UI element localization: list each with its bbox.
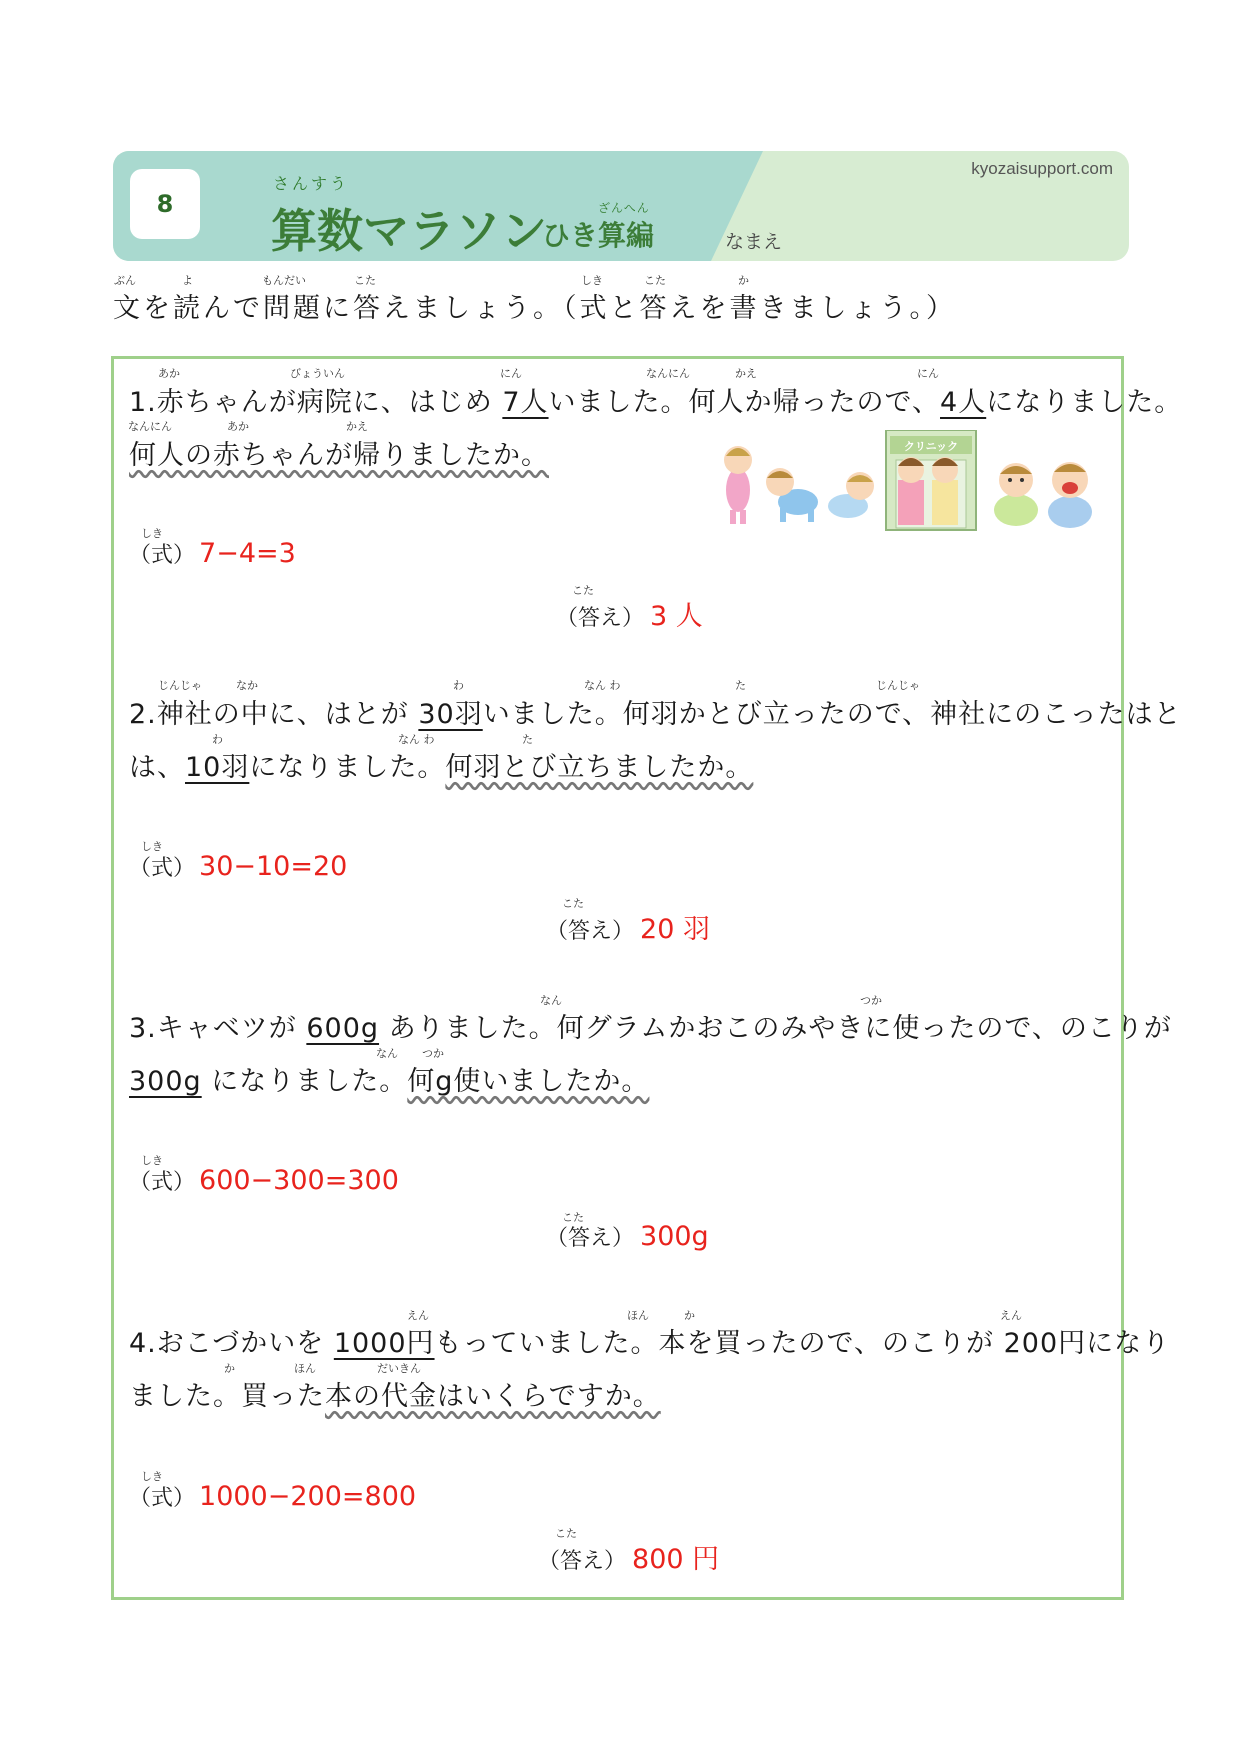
ruby: なんにん <box>128 420 172 433</box>
question-3-line-2: 300g になりました。何g使いましたか。 <box>129 1066 650 1097</box>
ruby: しき <box>581 274 603 287</box>
ruby: なん わ <box>584 679 621 692</box>
page-title: 算数マラソン <box>271 204 547 258</box>
ruby: わ <box>453 679 464 692</box>
ruby: ほん <box>627 1309 649 1322</box>
sheet-number: 8 <box>130 169 200 239</box>
baby-crying-icon <box>1048 462 1092 528</box>
answer-row-3: （答え） 300g <box>546 1221 709 1252</box>
site-url: kyozaisupport.com <box>971 159 1113 178</box>
ruby: こた <box>562 1211 584 1224</box>
ruby: しき <box>141 840 163 853</box>
ruby: だいきん <box>377 1362 421 1375</box>
underlined-value: 300g <box>129 1066 202 1097</box>
ruby: にん <box>500 367 522 380</box>
shiki-answer: 1000−200=800 <box>199 1481 417 1512</box>
ruby: しき <box>141 1470 163 1483</box>
ruby: つか <box>860 994 882 1007</box>
ruby: じんじゃ <box>876 679 920 692</box>
ruby: えん <box>1000 1309 1022 1322</box>
ruby: か <box>738 274 749 287</box>
shiki-answer: 600−300=300 <box>199 1165 399 1196</box>
ruby: なか <box>236 679 258 692</box>
ruby: よ <box>182 274 193 287</box>
question-4-line-2: ました。買った本の代金はいくらですか。 <box>129 1381 661 1412</box>
ruby: た <box>735 679 746 692</box>
ruby: しき <box>141 1154 163 1167</box>
shiki-row-3: （式） 600−300=300 <box>129 1165 399 1196</box>
ruby: えん <box>407 1309 429 1322</box>
ruby: しき <box>141 527 163 540</box>
underlined-value: 4人 <box>940 387 987 418</box>
answer-row-4: （答え） 800 円 <box>538 1544 720 1575</box>
ruby: た <box>522 733 533 746</box>
underlined-value: 7人 <box>502 387 549 418</box>
baby-crawling-icon <box>828 472 874 518</box>
ruby: か <box>224 1362 235 1375</box>
ruby: あか <box>158 367 180 380</box>
ruby: にん <box>917 367 939 380</box>
underlined-value: 1000円 <box>333 1328 435 1359</box>
ruby: こた <box>555 1527 577 1540</box>
question-4-line-1: 4.おこづかいを 1000円もっていました。本を買ったので、のこりが 200円になり <box>129 1328 1171 1359</box>
shiki-row-2: （式） 30−10=20 <box>129 851 348 882</box>
ruby: こた <box>644 274 666 287</box>
title-ruby: さんすう <box>273 174 350 193</box>
instruction-text: 文を読んで問題に答えましょう。（式と答えを書きましょう。） <box>113 293 956 324</box>
underlined-value: 10羽 <box>185 752 250 783</box>
ruby: びょういん <box>290 367 345 380</box>
answer-row-2: （答え） 20 羽 <box>546 914 710 945</box>
question-1-line-1: 1.赤ちゃんが病院に、はじめ 7人いました。何人か帰ったので、4人になりました。 <box>129 387 1183 418</box>
answer-row-1: （答え） 3 人 <box>556 601 703 632</box>
shiki-answer: 30−10=20 <box>199 851 348 882</box>
ruby: わ <box>212 733 223 746</box>
answer-value: 300g <box>640 1221 709 1252</box>
ruby: かえ <box>735 367 757 380</box>
ruby: ぶん <box>114 274 136 287</box>
ruby: もんだい <box>262 274 306 287</box>
ruby: こた <box>354 274 376 287</box>
ruby: こた <box>572 584 594 597</box>
ruby: なん わ <box>398 733 435 746</box>
name-label: なまえ <box>725 231 783 253</box>
baby-standing-icon <box>724 446 752 524</box>
answer-value: 800 円 <box>632 1544 720 1575</box>
ruby: じんじゃ <box>158 679 202 692</box>
shiki-row-1: （式） 7−4=3 <box>129 538 296 569</box>
shiki-row-4: （式） 1000−200=800 <box>129 1481 417 1512</box>
answer-value: 20 羽 <box>640 914 710 945</box>
ruby: なんにん <box>646 367 690 380</box>
ruby: あか <box>227 420 249 433</box>
babies-clinic-illustration <box>718 430 1108 535</box>
underlined-value: 30羽 <box>418 699 483 730</box>
page-subtitle: ひき算編 <box>542 219 655 252</box>
ruby: つか <box>422 1047 444 1060</box>
shiki-answer: 7−4=3 <box>199 538 296 569</box>
underlined-value: 600g <box>306 1013 380 1044</box>
clinic-sign: クリニック <box>903 440 959 453</box>
ruby: かえ <box>346 420 368 433</box>
ruby: なん <box>376 1047 398 1060</box>
question-2-line-1: 2.神社の中に、はとが 30羽いました。何羽かとび立ったので、神社にのこったはと <box>129 699 1182 730</box>
question-2-line-2: は、10羽になりました。何羽とび立ちましたか。 <box>129 752 754 783</box>
ruby: か <box>684 1309 695 1322</box>
answer-value: 3 人 <box>650 601 703 632</box>
baby-crawling-icon <box>766 468 818 522</box>
question-3-line-1: 3.キャベツが 600g ありました。何グラムかおこのみやきに使ったので、のこりが <box>129 1013 1172 1044</box>
ruby: ほん <box>294 1362 316 1375</box>
worksheet-header <box>113 151 1129 261</box>
baby-sitting-icon <box>994 463 1038 526</box>
subtitle-ruby: ざんへん <box>598 201 650 215</box>
ruby: こた <box>562 897 584 910</box>
question-1-line-2: 何人の赤ちゃんが帰りましたか。 <box>129 440 549 471</box>
ruby: なん <box>540 994 562 1007</box>
